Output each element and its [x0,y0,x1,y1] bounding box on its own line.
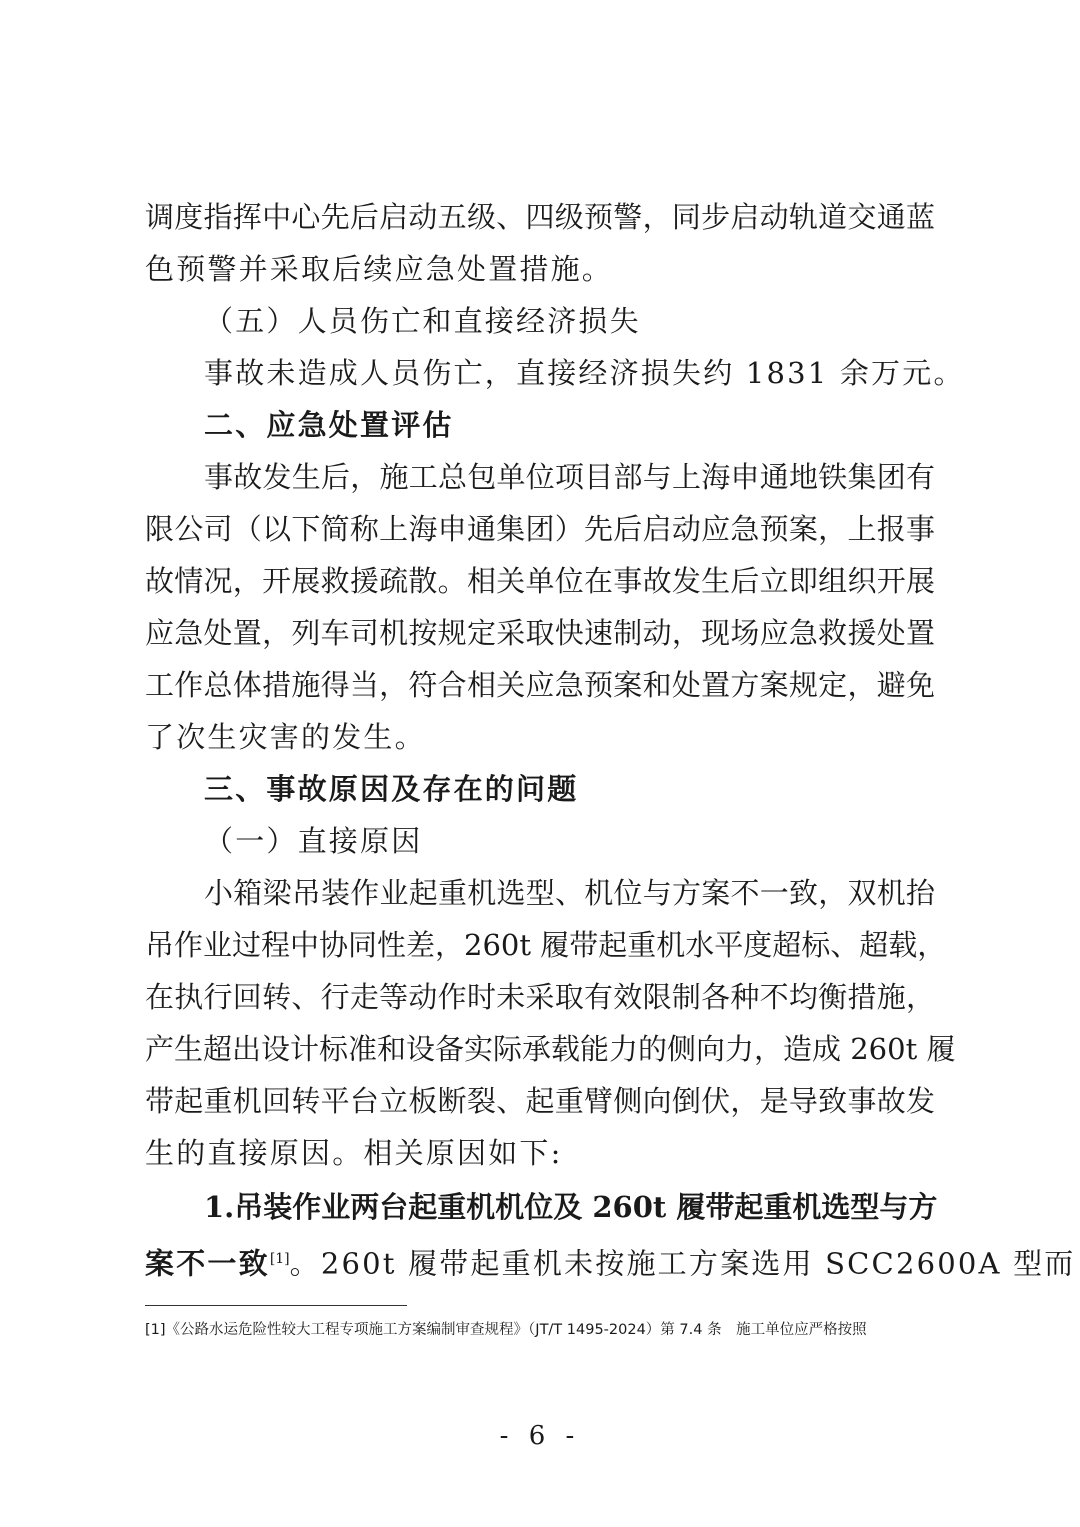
paragraph-line: 工作总体措施得当，符合相关应急预案和处置方案规定，避免 [145,668,935,702]
page-number: - 6 - [499,1421,581,1451]
paragraph-line: 限公司（以下简称上海申通集团）先后启动应急预案，上报事 [145,512,935,546]
subsection-heading-5: （五）人员伤亡和直接经济损失 [204,304,641,338]
paragraph-line: 事故发生后，施工总包单位项目部与上海申通地铁集团有 [204,460,935,494]
footnote-text: [1]《公路水运危险性较大工程专项施工方案编制审查规程》（JT/T 1495-2024）第 7.4 条 施工单位应严格按照 [145,1322,867,1338]
subsection-heading-1: （一）直接原因 [204,824,423,858]
paragraph-line: 产生超出设计标准和设备实际承载能力的侧向力，造成 260t 履 [145,1032,956,1066]
numbered-item-heading: 1.吊装作业两台起重机机位及 260t 履带起重机选型与方 [204,1190,938,1224]
paragraph-line: 了次生灾害的发生。 [145,720,426,754]
paragraph-line: 调度指挥中心先后启动五级、四级预警，同步启动轨道交通蓝 [145,200,935,234]
bold-run: 案不一致 [145,1246,270,1281]
section-heading-3: 三、事故原因及存在的问题 [204,772,579,806]
text-run: 。260t 履带起重机未按施工方案选用 SCC2600A 型而 [289,1246,1076,1281]
paragraph-line: 在执行回转、行走等动作时未采取有效限制各种不均衡措施， [145,980,935,1014]
paragraph-line: 事故未造成人员伤亡，直接经济损失约 1831 余万元。 [204,356,965,390]
paragraph-line: 带起重机回转平台立板断裂、起重臂侧向倒伏，是导致事故发 [145,1084,935,1118]
paragraph-line: 小箱梁吊装作业起重机选型、机位与方案不一致，双机抬 [204,876,935,910]
footnote-divider [145,1305,407,1306]
paragraph-line: 生的直接原因。相关原因如下: [145,1136,563,1170]
paragraph-line: 色预警并采取后续应急处置措施。 [145,252,614,286]
section-heading-2: 二、应急处置评估 [204,408,454,442]
footnote-reference[interactable]: [1] [269,1251,290,1267]
paragraph-line: 故情况，开展救援疏散。相关单位在事故发生后立即组织开展 [145,564,935,598]
paragraph-line: 吊作业过程中协同性差，260t 履带起重机水平度超标、超载， [145,928,947,962]
paragraph-line: 应急处置，列车司机按规定采取快速制动，现场应急救援处置 [145,616,935,650]
paragraph-line [145,1233,1076,1290]
